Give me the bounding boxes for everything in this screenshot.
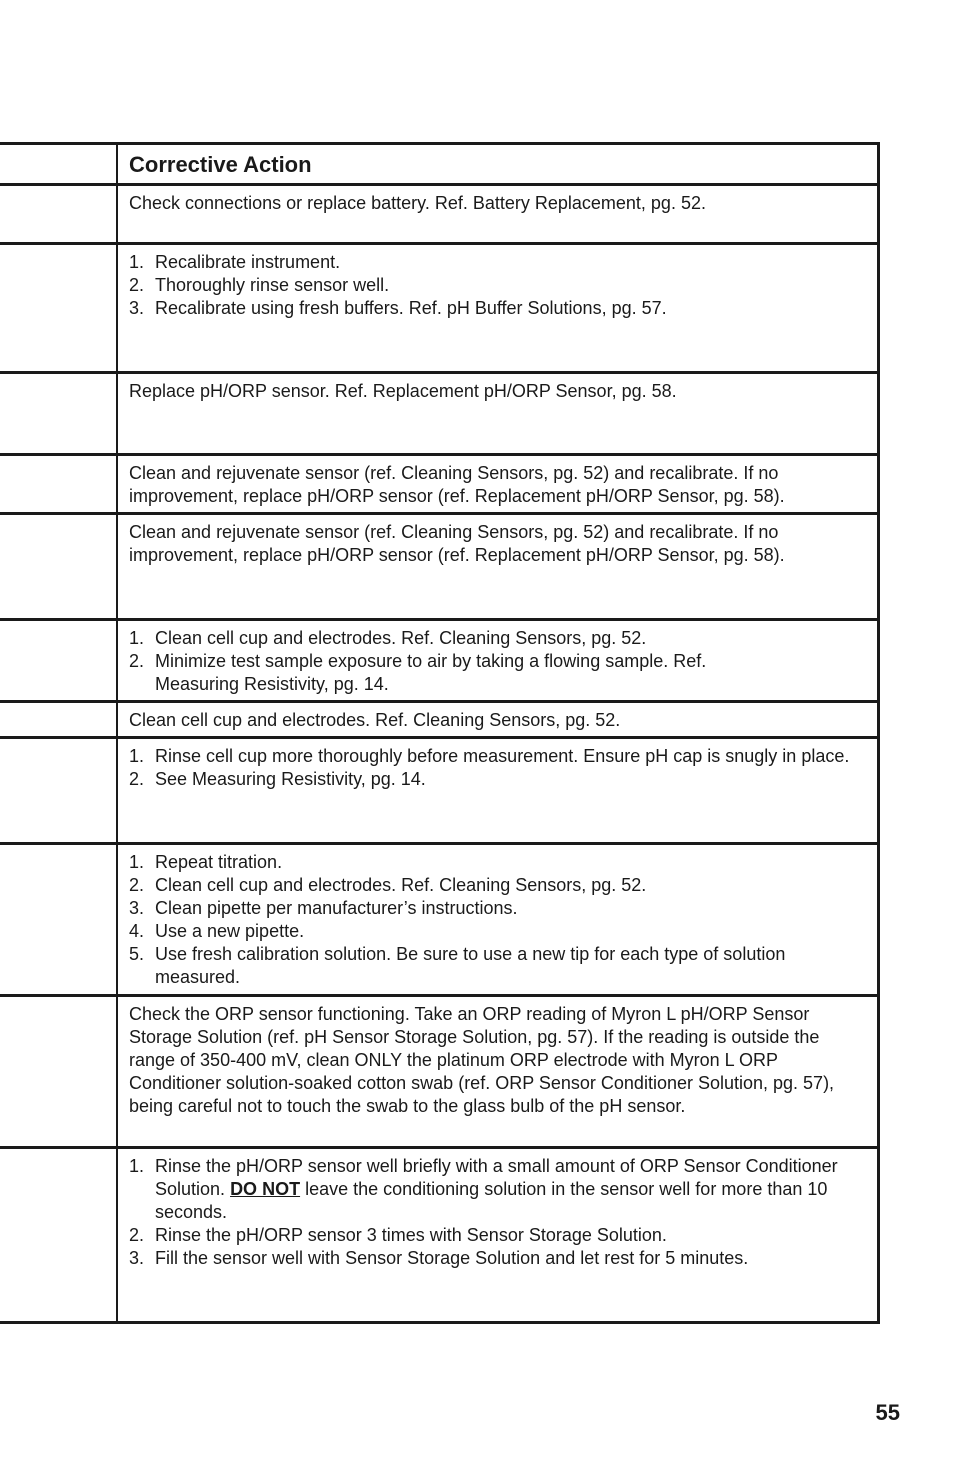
list-item (129, 627, 867, 650)
list-item (129, 745, 867, 768)
list-number: 1. (129, 746, 145, 766)
do-not-emphasis: DO NOT (230, 1179, 301, 1199)
list-number: 5. (129, 944, 145, 964)
list-item-text: leave the conditioning solution in the sensor well for more than 10 seconds. (155, 1179, 828, 1222)
list-number: 4. (129, 921, 145, 941)
list-number: 3. (129, 298, 145, 318)
list-item (129, 851, 867, 874)
list-item-text: Rinse cell cup more thoroughly before measurement. Ensure pH cap is snugly in place. (155, 746, 850, 766)
table-row (0, 739, 877, 845)
table-row (0, 845, 877, 997)
problem-column-cell (0, 186, 118, 242)
corrective-action-text: Clean and rejuvenate sensor (ref. Cleaning Sensors, pg. 52) and recalibrate. If no improvement, replace pH/ORP sensor (ref. Replacement pH/ORP Sensor, pg. 58). (129, 522, 785, 565)
column-header-corrective-action: Corrective Action (129, 152, 312, 177)
list-number: 2. (129, 1225, 145, 1245)
list-item (129, 874, 867, 897)
table-row (0, 515, 877, 621)
list-item (129, 297, 867, 320)
list-item-text: Repeat titration. (155, 852, 283, 872)
problem-column-cell (0, 456, 118, 512)
list-number: 3. (129, 898, 145, 918)
problem-column-cell (0, 703, 118, 736)
list-number: 1. (129, 1156, 145, 1176)
list-item (129, 1155, 867, 1224)
corrective-action-text: Check the ORP sensor functioning. Take an ORP reading of Myron L pH/ORP Sensor Storage Solution (ref. pH Sensor Storage Solution, pg. 57). If the reading is outside the range of 350-400 mV, clean ONLY the platinum ORP electrode with Myron L ORP Conditioner solution-soaked cotton swab (ref. ORP Sensor Conditioner Solution, pg. 57), being careful not to touch the swab to the glass bulb of the pH sensor. (129, 1004, 835, 1116)
table-header-row (0, 145, 877, 186)
corrective-action-text: Clean cell cup and electrodes. Ref. Cleaning Sensors, pg. 52. (129, 710, 621, 730)
list-number: 2. (129, 875, 145, 895)
list-item-text: Clean cell cup and electrodes. Ref. Cleaning Sensors, pg. 52. (155, 875, 647, 895)
list-item-text: Rinse the pH/ORP sensor well briefly with a small amount of ORP Sensor Conditioner Solution. (155, 1156, 838, 1199)
list-number: 3. (129, 1248, 145, 1268)
list-item (129, 1247, 867, 1270)
list-item (129, 897, 867, 920)
list-item-text: Rinse the pH/ORP sensor 3 times with Sensor Storage Solution. (155, 1225, 667, 1245)
problem-column-cell (0, 997, 118, 1146)
list-item-text: Recalibrate instrument. (155, 252, 341, 272)
corrective-action-text: Replace pH/ORP sensor. Ref. Replacement pH/ORP Sensor, pg. 58. (129, 381, 677, 401)
list-item-text: Clean cell cup and electrodes. Ref. Cleaning Sensors, pg. 52. (155, 628, 647, 648)
list-number: 2. (129, 651, 145, 671)
list-number: 2. (129, 769, 145, 789)
list-item-text: Recalibrate using fresh buffers. Ref. pH Buffer Solutions, pg. 57. (155, 298, 667, 318)
problem-column-cell (0, 245, 118, 371)
problem-column-cell (0, 145, 118, 183)
problem-column-cell (0, 845, 118, 994)
list-item-text: Fill the sensor well with Sensor Storage Solution and let rest for 5 minutes. (155, 1248, 749, 1268)
list-item-text: Use a new pipette. (155, 921, 305, 941)
list-item-text: Use fresh calibration solution. Be sure to use a new tip for each type of solution measured. (155, 944, 786, 987)
list-item-text: Minimize test sample exposure to air by taking a flowing sample. Ref. Measuring Resistivity, pg. 14. (155, 651, 707, 694)
table-row (0, 245, 877, 374)
list-item-text: Clean pipette per manufacturer’s instructions. (155, 898, 518, 918)
corrective-action-text: Check connections or replace battery. Ref. Battery Replacement, pg. 52. (129, 193, 706, 213)
table-row (0, 703, 877, 739)
list-item-text: See Measuring Resistivity, pg. 14. (155, 769, 426, 789)
table-row (0, 621, 877, 703)
list-item (129, 650, 867, 696)
corrective-action-text: Clean and rejuvenate sensor (ref. Cleaning Sensors, pg. 52) and recalibrate. If no improvement, replace pH/ORP sensor (ref. Replacement pH/ORP Sensor, pg. 58). (129, 463, 785, 506)
list-number: 1. (129, 252, 145, 272)
problem-column-cell (0, 374, 118, 453)
corrective-action-list (118, 621, 877, 700)
problem-column-cell (0, 515, 118, 618)
list-number: 1. (129, 628, 145, 648)
corrective-action-list (118, 845, 877, 994)
problem-column-cell (0, 621, 118, 700)
list-item (129, 274, 867, 297)
corrective-action-list (118, 245, 877, 371)
problem-column-cell (0, 739, 118, 842)
corrective-action-table (0, 142, 880, 1324)
table-row (0, 456, 877, 515)
list-item (129, 251, 867, 274)
list-item (129, 1224, 867, 1247)
page-number: 55 (875, 1400, 900, 1425)
corrective-action-list (118, 739, 877, 842)
list-number: 1. (129, 852, 145, 872)
table-row (0, 1149, 877, 1324)
table-row (0, 186, 877, 245)
list-item (129, 768, 867, 791)
list-item (129, 920, 867, 943)
list-item (129, 943, 867, 989)
list-item-text: Thoroughly rinse sensor well. (155, 275, 390, 295)
problem-column-cell (0, 1149, 118, 1321)
list-number: 2. (129, 275, 145, 295)
table-row (0, 374, 877, 456)
table-row (0, 997, 877, 1149)
corrective-action-list (118, 1149, 877, 1321)
